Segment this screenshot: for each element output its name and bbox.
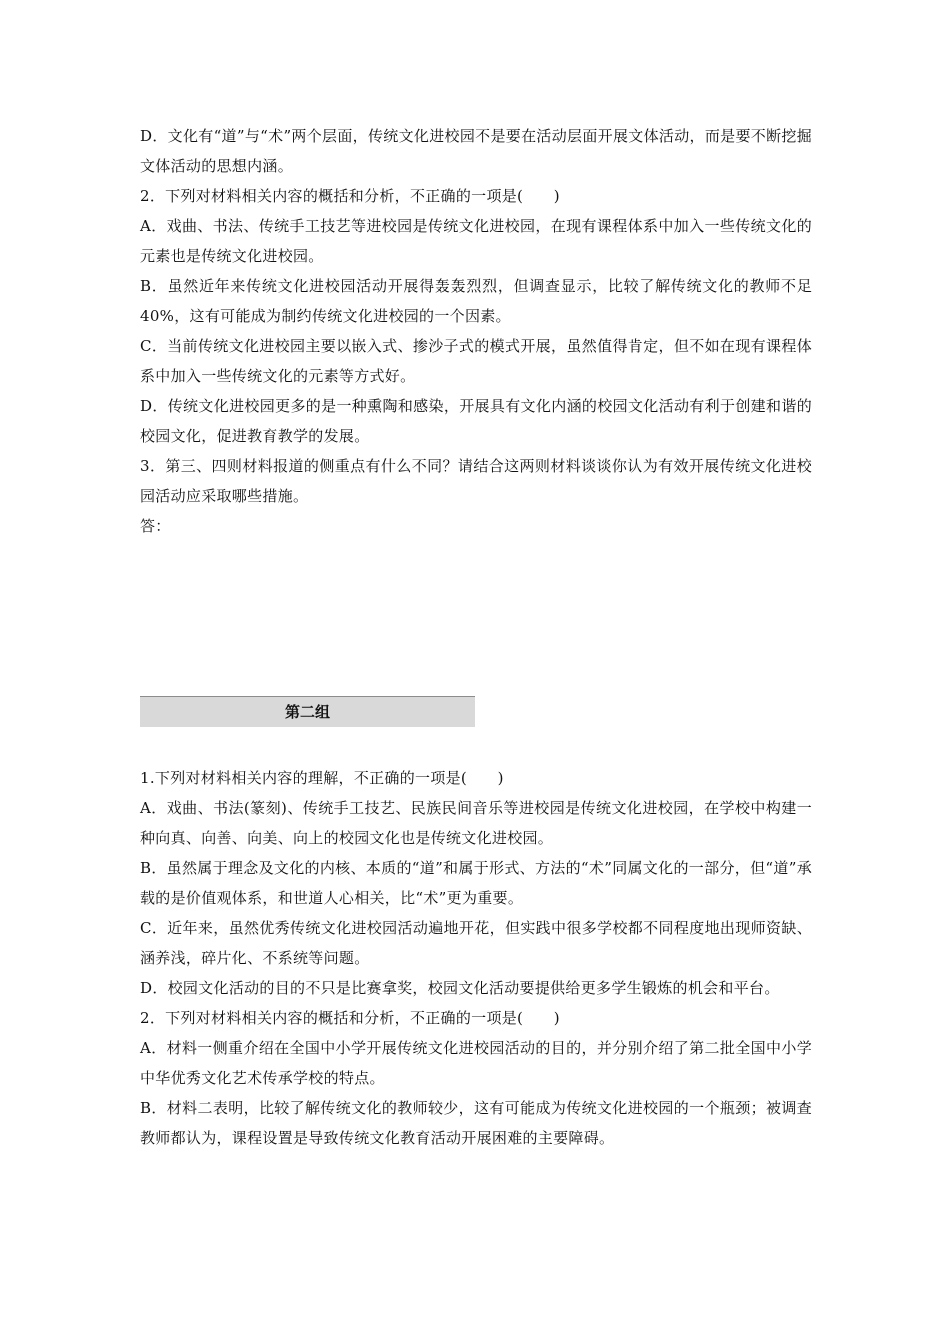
question-2-option-a: A．戏曲、书法、传统手工技艺等进校园是传统文化进校园，在现有课程体系中加入一些传统文化的元素也是传统文化进校园。 bbox=[140, 217, 812, 265]
answer-label: 答： bbox=[140, 517, 171, 535]
g2-question-1-option-c: C．近年来，虽然优秀传统文化进校园活动遍地开花，但实践中很多学校都不同程度地出现师资缺、涵养浅，碎片化、不系统等问题。 bbox=[140, 919, 812, 967]
g2-question-2-option-b: B．材料二表明，比较了解传统文化的教师较少，这有可能成为传统文化进校园的一个瓶颈；被调查教师都认为，课程设置是导致传统文化教育活动开展困难的主要障碍。 bbox=[140, 1099, 812, 1147]
g2-question-2-option-a: A．材料一侧重介绍在全国中小学开展传统文化进校园活动的目的，并分别介绍了第二批全国中小学中华优秀文化艺术传承学校的特点。 bbox=[140, 1039, 812, 1087]
g2-question-1-option-a: A．戏曲、书法(篆刻)、传统手工技艺、民族民间音乐等进校园是传统文化进校园，在学校中构建一种向真、向善、向美、向上的校园文化也是传统文化进校园。 bbox=[140, 799, 812, 847]
group-two-questions bbox=[140, 763, 812, 1153]
question-2-option-c: C．当前传统文化进校园主要以嵌入式、掺沙子式的模式开展，虽然值得肯定，但不如在现有课程体系中加入一些传统文化的元素等方式好。 bbox=[140, 337, 812, 385]
question-2-option-b: B．虽然近年来传统文化进校园活动开展得轰轰烈烈，但调查显示，比较了解传统文化的教师不足40%，这有可能成为制约传统文化进校园的一个因素。 bbox=[140, 277, 812, 325]
question-2-prompt: 2．下列对材料相关内容的概括和分析，不正确的一项是( ) bbox=[140, 187, 560, 205]
question-2-option-d: D．传统文化进校园更多的是一种熏陶和感染，开展具有文化内涵的校园文化活动有利于创建和谐的校园文化，促进教育教学的发展。 bbox=[140, 397, 812, 445]
group-two-header: 第二组 bbox=[140, 696, 475, 727]
g2-question-2-prompt: 2．下列对材料相关内容的概括和分析，不正确的一项是( ) bbox=[140, 1009, 560, 1027]
g2-question-1-prompt: 1.下列对材料相关内容的理解，不正确的一项是( ) bbox=[140, 769, 504, 787]
group-one-questions bbox=[140, 121, 812, 541]
g2-question-1-option-b: B．虽然属于理念及文化的内核、本质的“道”和属于形式、方法的“术”同属文化的一部分，但“道”承载的是价值观体系，和世道人心相关，比“术”更为重要。 bbox=[140, 859, 812, 907]
question-3-prompt: 3．第三、四则材料报道的侧重点有什么不同？请结合这两则材料谈谈你认为有效开展传统文化进校园活动应采取哪些措施。 bbox=[140, 457, 812, 505]
g2-question-1-option-d: D．校园文化活动的目的不只是比赛拿奖，校园文化活动要提供给更多学生锻炼的机会和平台。 bbox=[140, 979, 780, 997]
option-d-culture-dao-shu: D．文化有“道”与“术”两个层面，传统文化进校园不是要在活动层面开展文体活动，而是要不断挖掘文体活动的思想内涵。 bbox=[140, 127, 812, 175]
